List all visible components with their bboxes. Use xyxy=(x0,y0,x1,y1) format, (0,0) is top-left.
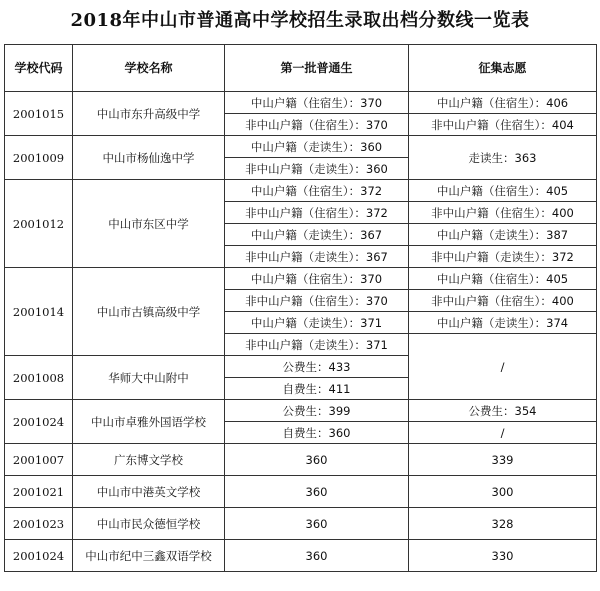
school-name: 中山市东升高级中学 xyxy=(73,92,225,136)
school-name: 华师大中山附中 xyxy=(73,356,225,400)
table-row xyxy=(5,180,597,202)
table-row xyxy=(5,476,597,508)
first-batch-score: 非中山户籍（走读生）：371 xyxy=(225,334,409,356)
school-name: 中山市古镇高级中学 xyxy=(73,268,225,356)
school-name: 中山市杨仙逸中学 xyxy=(73,136,225,180)
header-row xyxy=(5,45,597,92)
admission-score-table xyxy=(4,44,597,572)
first-batch-score: 公费生：399 xyxy=(225,400,409,422)
school-name: 中山市中港英文学校 xyxy=(73,476,225,508)
school-code: 2001021 xyxy=(5,476,73,508)
first-batch-score: 中山户籍（住宿生）：372 xyxy=(225,180,409,202)
recruit-score: / xyxy=(409,422,597,444)
table-row xyxy=(5,540,597,572)
school-code: 2001009 xyxy=(5,136,73,180)
first-batch-score: 中山户籍（走读生）：371 xyxy=(225,312,409,334)
recruit-score: 非中山户籍（住宿生）：404 xyxy=(409,114,597,136)
first-batch-score: 非中山户籍（住宿生）：370 xyxy=(225,290,409,312)
first-batch-score: 自费生：360 xyxy=(225,422,409,444)
first-batch-score: 中山户籍（走读生）：360 xyxy=(225,136,409,158)
first-batch-score: 非中山户籍（走读生）：367 xyxy=(225,246,409,268)
recruit-score: 中山户籍（走读生）：387 xyxy=(409,224,597,246)
table-row xyxy=(5,444,597,476)
first-batch-score: 中山户籍（住宿生）：370 xyxy=(225,268,409,290)
school-name: 中山市东区中学 xyxy=(73,180,225,268)
recruit-score: 中山户籍（住宿生）：405 xyxy=(409,180,597,202)
school-name: 中山市卓雅外国语学校 xyxy=(73,400,225,444)
recruit-score: 非中山户籍（住宿生）：400 xyxy=(409,202,597,224)
school-code: 2001024 xyxy=(5,540,73,572)
recruit-score: 走读生：363 xyxy=(409,136,597,180)
table-row xyxy=(5,136,597,158)
first-batch-score: 非中山户籍（住宿生）：372 xyxy=(225,202,409,224)
school-code: 2001012 xyxy=(5,180,73,268)
first-batch-score: 非中山户籍（走读生）：360 xyxy=(225,158,409,180)
first-batch-score: 中山户籍（走读生）：367 xyxy=(225,224,409,246)
table-row xyxy=(5,92,597,114)
recruit-score: 339 xyxy=(409,444,597,476)
recruit-score: 中山户籍（住宿生）：405 xyxy=(409,268,597,290)
school-name: 中山市民众德恒学校 xyxy=(73,508,225,540)
header-recruit: 征集志愿 xyxy=(409,45,597,92)
school-code: 2001014 xyxy=(5,268,73,356)
header-code: 学校代码 xyxy=(5,45,73,92)
table-row xyxy=(5,508,597,540)
header-name: 学校名称 xyxy=(73,45,225,92)
header-first-batch: 第一批普通生 xyxy=(225,45,409,92)
first-batch-score: 中山户籍（住宿生）：370 xyxy=(225,92,409,114)
first-batch-score: 360 xyxy=(225,540,409,572)
recruit-score: 非中山户籍（住宿生）：400 xyxy=(409,290,597,312)
first-batch-score: 自费生：411 xyxy=(225,378,409,400)
first-batch-score: 非中山户籍（住宿生）：370 xyxy=(225,114,409,136)
school-code: 2001023 xyxy=(5,508,73,540)
table-row xyxy=(5,268,597,290)
first-batch-score: 360 xyxy=(225,508,409,540)
first-batch-score: 360 xyxy=(225,444,409,476)
recruit-score: 非中山户籍（走读生）：372 xyxy=(409,246,597,268)
school-code: 2001008 xyxy=(5,356,73,400)
school-name: 中山市纪中三鑫双语学校 xyxy=(73,540,225,572)
school-code: 2001015 xyxy=(5,92,73,136)
recruit-score: 300 xyxy=(409,476,597,508)
first-batch-score: 360 xyxy=(225,476,409,508)
recruit-score: 中山户籍（住宿生）：406 xyxy=(409,92,597,114)
recruit-score: 328 xyxy=(409,508,597,540)
recruit-score: 330 xyxy=(409,540,597,572)
school-code: 2001007 xyxy=(5,444,73,476)
school-code: 2001024 xyxy=(5,400,73,444)
page-title: 2018年中山市普通高中学校招生录取出档分数线一览表 xyxy=(70,10,530,31)
first-batch-score: 公费生：433 xyxy=(225,356,409,378)
school-name: 广东博文学校 xyxy=(73,444,225,476)
recruit-score: 中山户籍（走读生）：374 xyxy=(409,312,597,334)
recruit-score: / xyxy=(409,334,597,400)
recruit-score: 公费生：354 xyxy=(409,400,597,422)
table-row xyxy=(5,400,597,422)
